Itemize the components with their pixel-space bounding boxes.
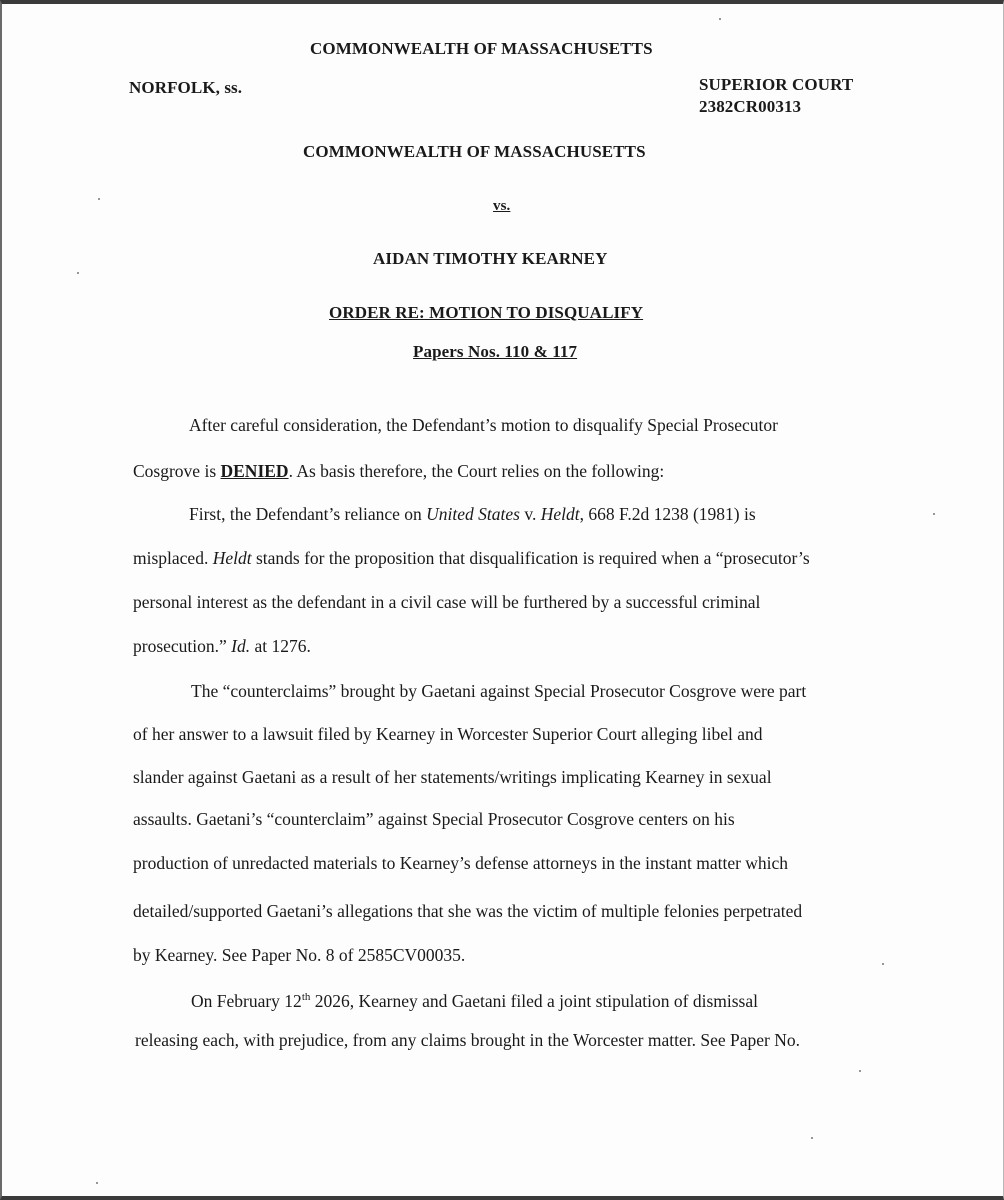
- scan-speck: [77, 272, 79, 274]
- body-text: , 668 F.2d 1238 (1981) is: [579, 504, 756, 524]
- body-line-11: production of unredacted materials to Kearney’s defense attorneys in the instant matter which: [133, 853, 789, 873]
- citation-italic: Id.: [231, 636, 251, 656]
- county-label: NORFOLK, ss.: [129, 78, 243, 97]
- body-text: v.: [519, 504, 541, 524]
- body-line-13: by Kearney. See Paper No. 8 of 2585CV00035.: [133, 945, 466, 965]
- case-name-italic: United States: [426, 504, 520, 524]
- body-line-2: [133, 460, 664, 482]
- body-line-1: After careful consideration, the Defendant’s motion to disqualify Special Prosecutor: [189, 415, 778, 435]
- caption-defendant: AIDAN TIMOTHY KEARNEY: [373, 249, 608, 268]
- body-line-6: [133, 635, 311, 657]
- caption-plaintiff: COMMONWEALTH OF MASSACHUSETTS: [303, 142, 646, 161]
- scan-speck: [96, 1182, 98, 1184]
- order-title: ORDER RE: MOTION TO DISQUALIFY: [329, 303, 644, 322]
- body-text: misplaced.: [133, 548, 213, 568]
- body-text: On February 12: [191, 990, 302, 1011]
- body-text: Cosgrove is: [133, 461, 221, 481]
- body-text: at 1276.: [250, 636, 311, 656]
- denied-ruling: DENIED: [220, 461, 289, 481]
- body-text: 2026, Kearney and Gaetani filed a joint stipulation of dismissal: [310, 990, 758, 1011]
- body-text: First, the Defendant’s reliance on: [189, 504, 427, 524]
- caption-versus: vs.: [493, 198, 511, 214]
- court-label: SUPERIOR COURT: [699, 75, 854, 94]
- case-name-italic: Heldt: [540, 504, 580, 524]
- scan-speck: [98, 198, 100, 200]
- state-title: COMMONWEALTH OF MASSACHUSETTS: [310, 39, 653, 58]
- scan-speck: [719, 18, 721, 20]
- papers-reference: Papers Nos. 110 & 117: [413, 342, 578, 361]
- body-line-3: [189, 503, 756, 525]
- body-line-5: personal interest as the defendant in a civil case will be furthered by a successful criminal: [133, 592, 761, 612]
- body-line-4: [133, 547, 810, 569]
- docket-number: 2382CR00313: [699, 97, 802, 116]
- body-line-10: assaults. Gaetani’s “counterclaim” against Special Prosecutor Cosgrove centers on his: [133, 809, 735, 829]
- scan-speck: [933, 513, 935, 515]
- body-text: stands for the proposition that disqualification is required when a “prosecutor’s: [251, 548, 810, 568]
- body-line-7: The “counterclaims” brought by Gaetani against Special Prosecutor Cosgrove were part: [191, 681, 807, 701]
- body-text: prosecution.”: [133, 636, 232, 656]
- ordinal-suffix: th: [301, 991, 311, 1003]
- body-line-12: detailed/supported Gaetani’s allegations that she was the victim of multiple felonies perpetrated: [133, 901, 803, 921]
- scan-speck: [882, 963, 884, 965]
- body-line-14: [191, 986, 758, 1012]
- case-name-italic: Heldt: [212, 548, 252, 568]
- body-line-15: releasing each, with prejudice, from any claims brought in the Worcester matter. See Paper No.: [135, 1030, 800, 1050]
- body-line-8: of her answer to a lawsuit filed by Kearney in Worcester Superior Court alleging libel and: [133, 724, 763, 744]
- body-line-9: slander against Gaetani as a result of her statements/writings implicating Kearney in sexual: [133, 767, 772, 787]
- body-text: . As basis therefore, the Court relies on the following:: [288, 461, 665, 481]
- scan-speck: [859, 1070, 861, 1072]
- scan-speck: [811, 1137, 813, 1139]
